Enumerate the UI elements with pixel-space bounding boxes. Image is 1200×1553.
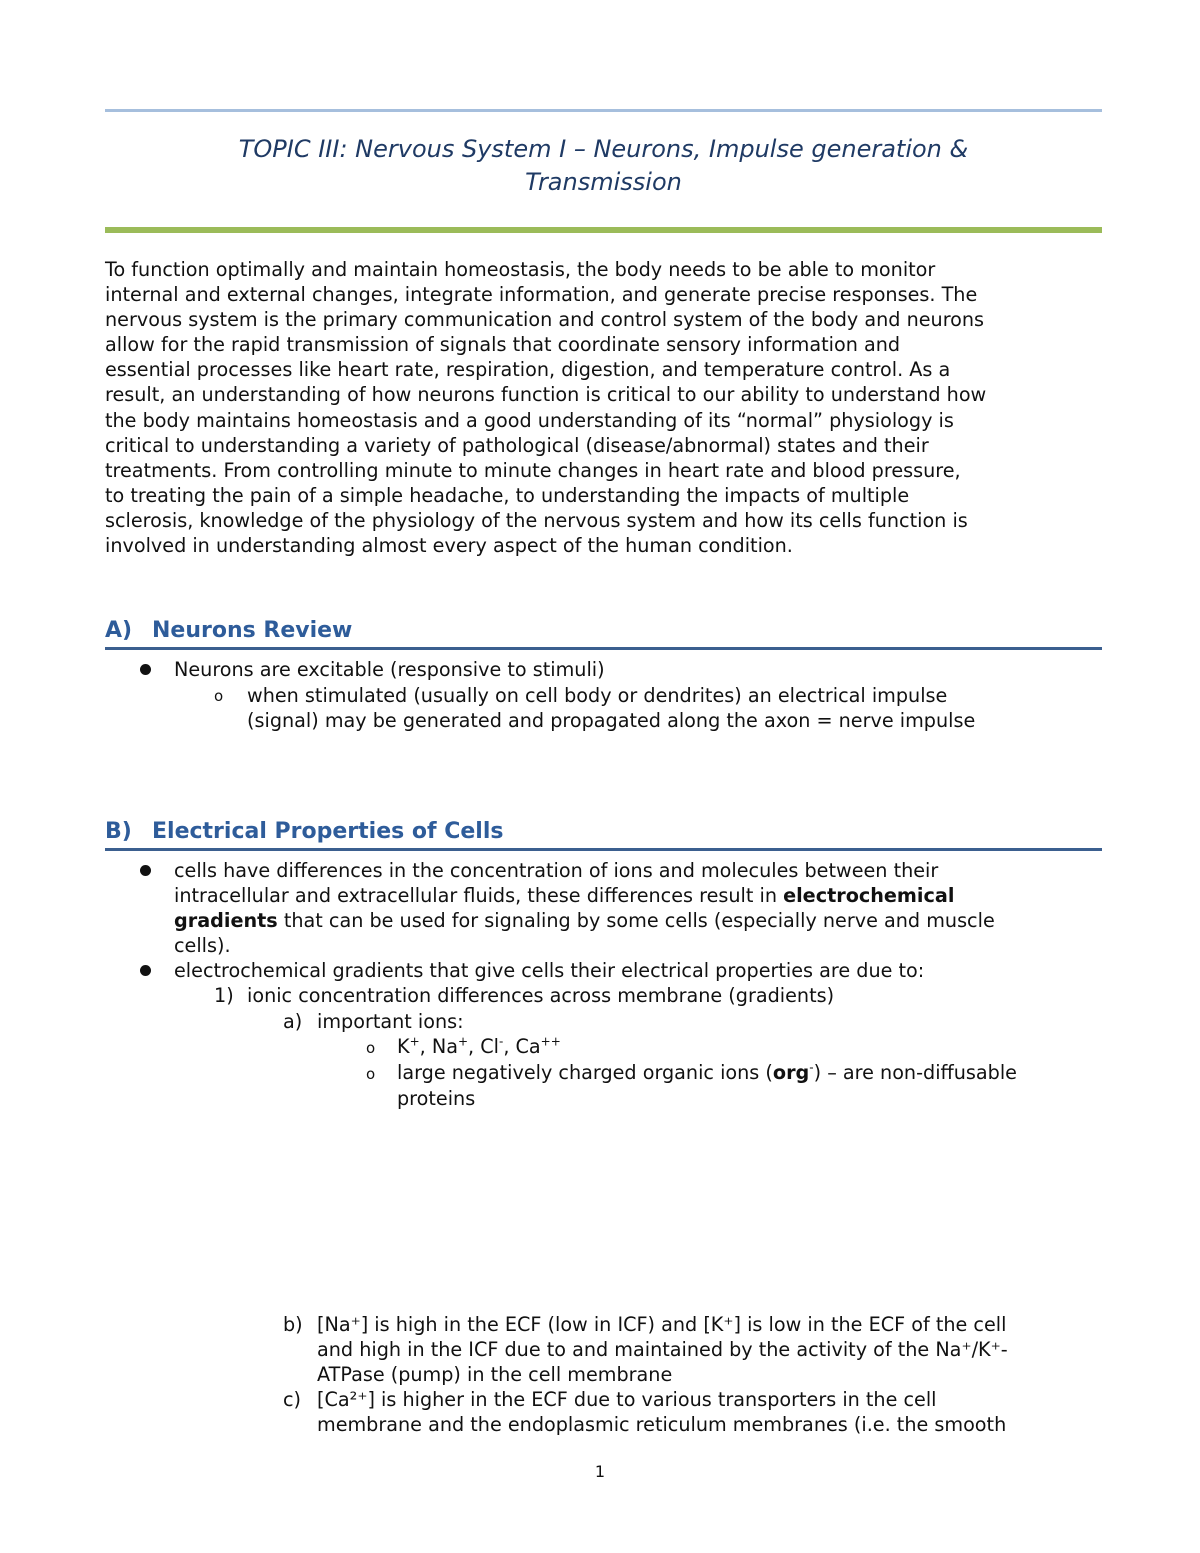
list-item-1: ionic concentration differences across membrane (gradients) bbox=[247, 984, 835, 1007]
term-gradients: gradients bbox=[174, 909, 278, 932]
bullet-icon bbox=[140, 865, 151, 876]
list-item-c-line-1: [Ca²⁺] is higher in the ECF due to various transporters in the cell bbox=[317, 1388, 937, 1411]
title-line-2: Transmission bbox=[525, 168, 682, 196]
page-title bbox=[105, 133, 1102, 199]
organic-ions-line-1: large negatively charged organic ions (org-) – are non-diffusable bbox=[397, 1060, 1017, 1084]
term-electrochemical: electrochemical bbox=[783, 884, 955, 907]
section-b-heading bbox=[105, 819, 1102, 851]
sub-bullet-icon: o bbox=[366, 1039, 376, 1057]
list-item-b-line-1: [Na⁺] is high in the ECF (low in ICF) and [K⁺] is low in the ECF of the cell bbox=[317, 1313, 1007, 1336]
page-number: 1 bbox=[594, 1462, 606, 1481]
list-item-b-line-3: ATPase (pump) in the cell membrane bbox=[317, 1363, 673, 1386]
intro-line: sclerosis, knowledge of the physiology of the nervous system and how its cells function is bbox=[105, 508, 968, 532]
cells-bullet-1-line-4: cells). bbox=[174, 934, 231, 957]
list-marker-a: a) bbox=[283, 1010, 303, 1033]
section-a-heading bbox=[105, 618, 1102, 650]
intro-line: To function optimally and maintain homeostasis, the body needs to be able to monitor bbox=[105, 258, 936, 281]
sub-bullet-icon: o bbox=[366, 1065, 376, 1083]
intro-paragraph bbox=[105, 257, 1105, 558]
intro-line: result, an understanding of how neurons function is critical to our ability to understand how bbox=[105, 383, 987, 407]
intro-line: allow for the rapid transmission of signals that coordinate sensory information and bbox=[105, 333, 901, 357]
neurons-sub-1-line-1: when stimulated (usually on cell body or dendrites) an electrical impulse bbox=[247, 684, 948, 707]
organic-ions-line-2: proteins bbox=[397, 1087, 476, 1110]
intro-line: essential processes like heart rate, respiration, digestion, and temperature control. As a bbox=[105, 358, 951, 382]
list-item-a: important ions: bbox=[317, 1010, 464, 1033]
intro-line: the body maintains homeostasis and a good understanding of its “normal” physiology is bbox=[105, 408, 954, 432]
neurons-sub-1-line-2: (signal) may be generated and propagated along the axon = nerve impulse bbox=[247, 709, 976, 732]
ions-list: K+, Na+, Cl-, Ca++ bbox=[397, 1034, 561, 1058]
intro-line: to treating the pain of a simple headache, to understanding the impacts of multiple bbox=[105, 483, 910, 507]
cells-bullet-2: electrochemical gradients that give cells their electrical properties are due to: bbox=[174, 959, 925, 982]
list-marker-c: c) bbox=[283, 1388, 302, 1411]
intro-line: treatments. From controlling minute to minute changes in heart rate and blood pressure, bbox=[105, 458, 961, 482]
intro-line: involved in understanding almost every aspect of the human condition. bbox=[105, 534, 793, 558]
cells-bullet-1-line-1: cells have differences in the concentration of ions and molecules between their bbox=[174, 859, 939, 882]
sub-bullet-icon: o bbox=[214, 687, 224, 705]
intro-line: internal and external changes, integrate information, and generate precise responses. The bbox=[105, 283, 978, 307]
title-line-1: TOPIC III: Nervous System I – Neurons, Impulse generation & bbox=[238, 135, 969, 163]
list-item-c-line-2: membrane and the endoplasmic reticulum membranes (i.e. the smooth bbox=[317, 1413, 1007, 1436]
top-divider bbox=[105, 109, 1102, 112]
title-underline bbox=[105, 227, 1102, 233]
bullet-icon bbox=[140, 965, 151, 976]
cells-bullet-1-line-3: gradients that can be used for signaling by some cells (especially nerve and muscle bbox=[174, 909, 995, 932]
intro-line: nervous system is the primary communication and control system of the body and neurons bbox=[105, 308, 985, 332]
bullet-icon bbox=[140, 664, 151, 675]
cells-bullet-1-line-2: intracellular and extracellular fluids, these differences result in electrochemical bbox=[174, 884, 955, 907]
section-b-number: B) bbox=[105, 819, 132, 844]
section-a-number: A) bbox=[105, 618, 133, 643]
list-marker-1: 1) bbox=[214, 984, 234, 1007]
intro-line: critical to understanding a variety of pathological (disease/abnormal) states and their bbox=[105, 433, 929, 457]
list-marker-b: b) bbox=[283, 1313, 303, 1336]
list-item-b-line-2: and high in the ICF due to and maintained by the activity of the Na⁺/K⁺- bbox=[317, 1338, 1008, 1361]
section-b-title: Electrical Properties of Cells bbox=[152, 819, 504, 844]
section-a-title: Neurons Review bbox=[152, 618, 353, 643]
neurons-bullet-1: Neurons are excitable (responsive to stimuli) bbox=[174, 658, 605, 681]
